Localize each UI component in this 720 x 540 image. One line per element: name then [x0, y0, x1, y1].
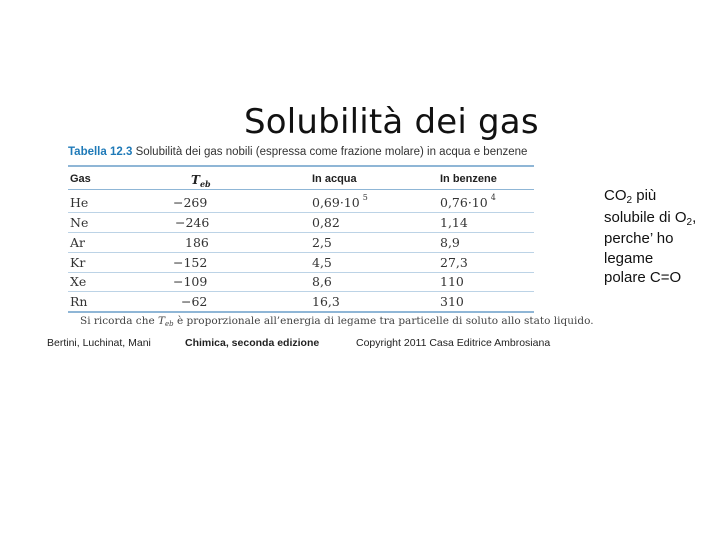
cell-benzene: 110	[440, 274, 464, 289]
credit-copyright: Copyright 2011 Casa Editrice Ambrosiana	[356, 337, 551, 349]
slide-title: Solubilità dei gas	[244, 102, 539, 142]
cell-teb: −62	[181, 294, 208, 309]
cell-water: 4,5	[312, 255, 332, 270]
header-teb: $T_{eb}$	[191, 173, 211, 189]
cell-water: 2,5	[312, 235, 332, 250]
cell-teb: −246	[175, 215, 210, 230]
cell-benzene: 27,3	[440, 255, 468, 270]
table-note: Si ricorda che Teb è proporzionale all’energia di legame tra particelle di soluto allo stato liquido.	[80, 315, 594, 328]
cell-benzene: 1,14	[440, 215, 468, 230]
cell-water: 16,3	[312, 294, 340, 309]
header-benzene: In benzene	[440, 173, 497, 185]
table-top-rule	[68, 165, 534, 167]
table-caption-text: Solubilità dei gas nobili (espressa come frazione molare) in acqua e benzene	[135, 146, 528, 158]
side-note-line: polare C=O	[604, 269, 682, 286]
row-divider	[68, 232, 534, 233]
side-note-line: legame	[604, 249, 654, 267]
cell-gas: Ar	[70, 235, 86, 250]
row-divider	[68, 212, 534, 213]
row-divider	[68, 272, 534, 273]
side-note-line: solubile di $O_2$,	[604, 208, 697, 228]
cell-gas: Ne	[70, 215, 89, 230]
side-note-line: perche’ ho	[604, 230, 674, 247]
row-divider	[68, 252, 534, 253]
cell-benzene: 8,9	[440, 235, 460, 250]
cell-teb: −152	[173, 255, 208, 270]
table-caption	[68, 146, 527, 158]
cell-water: 0,82	[312, 215, 340, 230]
cell-teb: 186	[185, 235, 209, 250]
cell-gas: Xe	[70, 274, 87, 289]
cell-gas: Rn	[70, 294, 88, 309]
table-number: Tabella 12.3	[68, 146, 133, 158]
cell-benzene: 0,76·10 $^4$	[440, 193, 496, 210]
cell-gas: Kr	[70, 255, 86, 270]
header-gas: Gas	[70, 173, 91, 185]
cell-water: 0,69·10 $^5$	[312, 193, 368, 210]
credit-book: Chimica, seconda edizione	[185, 337, 320, 349]
table-bottom-rule	[68, 311, 534, 313]
cell-teb: −269	[173, 195, 208, 210]
cell-water: 8,6	[312, 274, 332, 289]
cell-gas: He	[70, 195, 89, 210]
header-water: In acqua	[312, 173, 357, 185]
table-header-rule	[68, 189, 534, 190]
row-divider	[68, 291, 534, 292]
cell-benzene: 310	[440, 294, 464, 309]
side-note	[604, 186, 714, 288]
cell-teb: −109	[173, 274, 208, 289]
credit-authors: Bertini, Luchinat, Mani	[47, 337, 151, 349]
side-note-line: $CO_2$ più	[604, 187, 657, 206]
